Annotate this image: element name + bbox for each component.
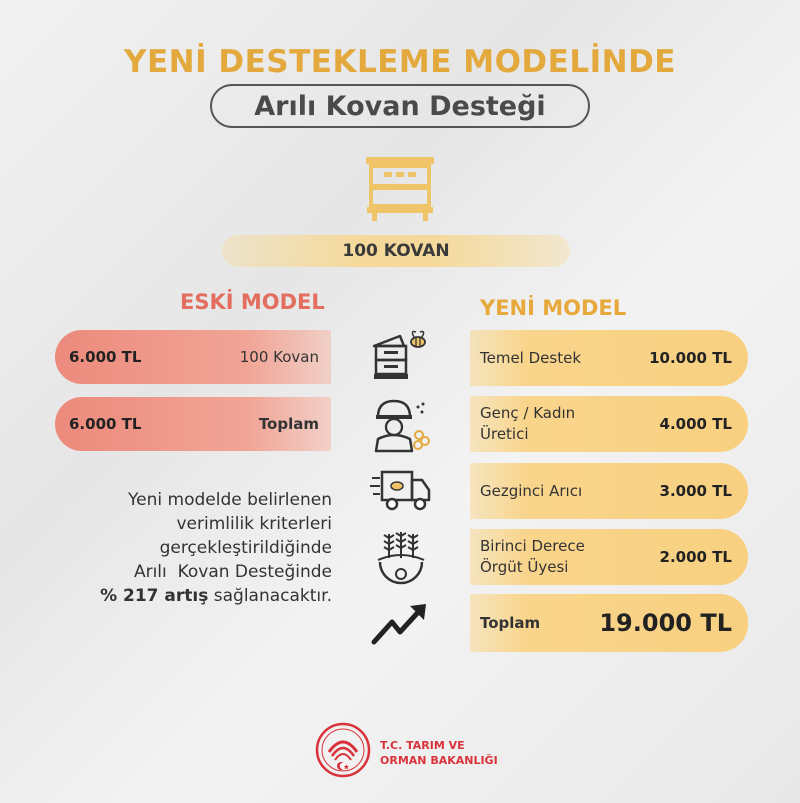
old-row-label: Toplam [258,415,319,433]
new-model-row [470,463,748,519]
old-row-amount: 6.000 TL [69,348,142,366]
hive-count-badge [222,235,570,267]
new-row-amount: 3.000 TL [659,482,732,500]
old-model-row [55,330,331,384]
hive-count-text: 100 KOVAN [342,241,450,261]
new-model-row [470,330,748,386]
wheat-gear-icon [370,528,432,586]
beehive-icon [364,155,436,221]
ministry-line: T.C. TARIM VE [380,739,465,752]
delivery-truck-icon [370,462,432,520]
description-text [60,488,332,608]
new-total-amount: 19.000 TL [599,609,732,637]
ministry-name [380,738,498,768]
new-model-total-row [470,594,748,652]
description-line: gerçekleştirildiğinde [159,538,332,558]
ministry-line: ORMAN BAKANLIĞI [380,754,498,767]
page-title: YENİ DESTEKLEME MODELİNDE [124,44,676,80]
old-model-heading: ESKİ MODEL [180,290,325,314]
new-row-amount: 4.000 TL [659,415,732,433]
new-row-label: Genç / Kadın Üretici [480,404,576,443]
description-line: verimlilik kriterleri [176,514,332,534]
new-row-label: Gezginci Arıcı [480,481,583,500]
ministry-seal-icon [315,722,371,778]
new-model-row [470,529,748,585]
description-line [60,584,332,608]
description-line-rest: sağlanacaktır. [208,586,332,606]
trend-up-arrow-icon [370,596,432,654]
increase-highlight: % 217 artış [100,586,209,606]
new-row-label: Toplam [480,613,541,632]
new-row-amount: 10.000 TL [649,349,732,367]
old-row-amount: 6.000 TL [69,415,142,433]
description-line: Arılı Kovan Desteğinde [133,562,332,582]
new-model-row [470,396,748,452]
subtitle-pill [210,84,590,128]
new-model-heading: YENİ MODEL [480,296,627,320]
old-row-label: 100 Kovan [239,348,319,366]
beekeeper-icon [370,395,432,453]
beehive-bee-icon [370,328,432,386]
new-row-label: Birinci Derece Örgüt Üyesi [480,537,585,576]
page-subtitle: Arılı Kovan Desteği [254,90,546,122]
old-model-total-row [55,397,331,451]
new-row-amount: 2.000 TL [659,548,732,566]
description-line: Yeni modelde belirlenen [128,490,332,510]
new-row-label: Temel Destek [480,348,582,367]
